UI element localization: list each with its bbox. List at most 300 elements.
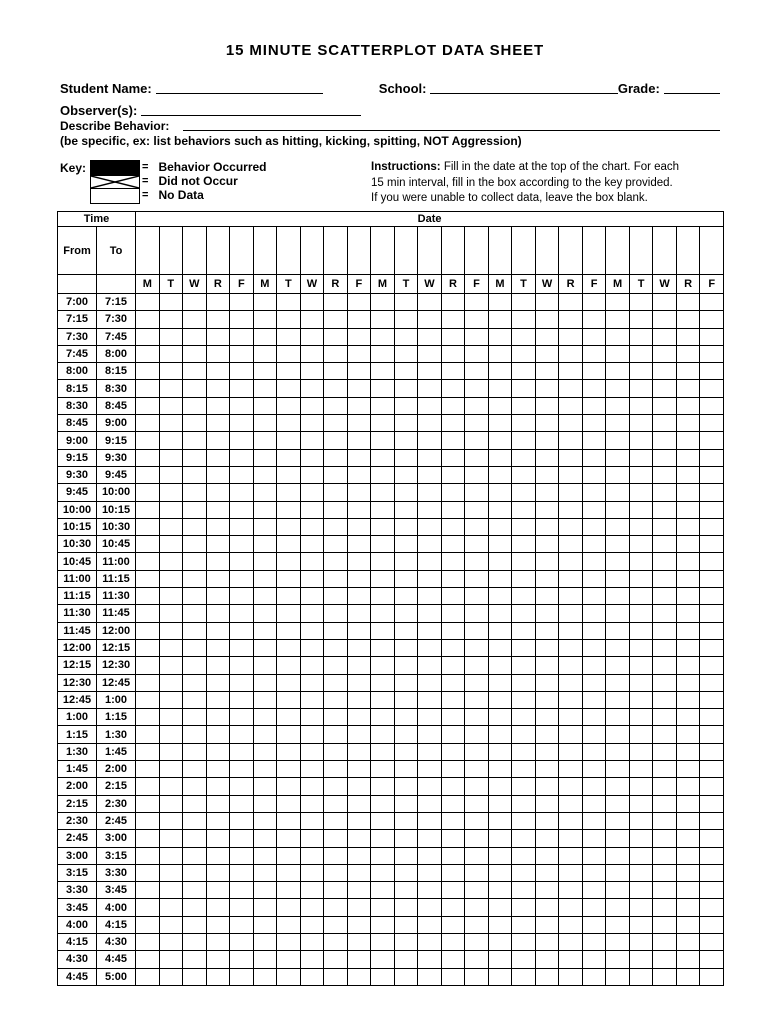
interval-cell[interactable] [676,449,700,466]
interval-cell[interactable] [676,345,700,362]
interval-cell[interactable] [230,916,254,933]
interval-cell[interactable] [465,536,489,553]
interval-cell[interactable] [488,933,512,950]
interval-cell[interactable] [488,501,512,518]
interval-cell[interactable] [136,432,160,449]
interval-cell[interactable] [324,345,348,362]
interval-cell[interactable] [371,380,395,397]
interval-cell[interactable] [300,363,324,380]
interval-cell[interactable] [700,311,724,328]
interval-cell[interactable] [394,847,418,864]
interval-cell[interactable] [465,466,489,483]
interval-cell[interactable] [253,709,277,726]
interval-cell[interactable] [183,657,207,674]
interval-cell[interactable] [488,518,512,535]
interval-cell[interactable] [653,743,677,760]
interval-cell[interactable] [159,345,183,362]
interval-cell[interactable] [418,415,442,432]
interval-cell[interactable] [324,864,348,881]
interval-cell[interactable] [371,553,395,570]
interval-cell[interactable] [653,709,677,726]
interval-cell[interactable] [465,397,489,414]
interval-cell[interactable] [371,622,395,639]
interval-cell[interactable] [418,847,442,864]
interval-cell[interactable] [253,622,277,639]
interval-cell[interactable] [535,536,559,553]
interval-cell[interactable] [136,778,160,795]
interval-cell[interactable] [700,864,724,881]
interval-cell[interactable] [394,484,418,501]
interval-cell[interactable] [535,639,559,656]
interval-cell[interactable] [582,536,606,553]
interval-cell[interactable] [136,951,160,968]
interval-cell[interactable] [394,778,418,795]
interval-cell[interactable] [559,397,583,414]
date-entry-cell[interactable] [606,227,630,275]
interval-cell[interactable] [371,501,395,518]
interval-cell[interactable] [700,830,724,847]
interval-cell[interactable] [653,968,677,985]
interval-cell[interactable] [300,761,324,778]
interval-cell[interactable] [488,570,512,587]
interval-cell[interactable] [512,449,536,466]
interval-cell[interactable] [582,449,606,466]
interval-cell[interactable] [371,415,395,432]
interval-cell[interactable] [371,588,395,605]
interval-cell[interactable] [183,449,207,466]
interval-cell[interactable] [512,484,536,501]
interval-cell[interactable] [629,328,653,345]
interval-cell[interactable] [606,951,630,968]
interval-cell[interactable] [512,536,536,553]
interval-cell[interactable] [676,812,700,829]
interval-cell[interactable] [676,657,700,674]
interval-cell[interactable] [418,363,442,380]
interval-cell[interactable] [488,778,512,795]
interval-cell[interactable] [253,812,277,829]
interval-cell[interactable] [136,916,160,933]
interval-cell[interactable] [700,449,724,466]
interval-cell[interactable] [535,432,559,449]
interval-cell[interactable] [230,432,254,449]
interval-cell[interactable] [629,588,653,605]
interval-cell[interactable] [324,882,348,899]
interval-cell[interactable] [371,795,395,812]
interval-cell[interactable] [183,588,207,605]
interval-cell[interactable] [488,432,512,449]
interval-cell[interactable] [676,553,700,570]
interval-cell[interactable] [488,691,512,708]
interval-cell[interactable] [559,328,583,345]
interval-cell[interactable] [418,345,442,362]
interval-cell[interactable] [700,847,724,864]
interval-cell[interactable] [159,864,183,881]
interval-cell[interactable] [559,415,583,432]
interval-cell[interactable] [324,812,348,829]
interval-cell[interactable] [559,674,583,691]
interval-cell[interactable] [394,311,418,328]
interval-cell[interactable] [582,588,606,605]
interval-cell[interactable] [606,968,630,985]
interval-cell[interactable] [136,415,160,432]
interval-cell[interactable] [535,311,559,328]
interval-cell[interactable] [136,294,160,311]
interval-cell[interactable] [277,812,301,829]
interval-cell[interactable] [230,311,254,328]
interval-cell[interactable] [347,484,371,501]
interval-cell[interactable] [465,363,489,380]
interval-cell[interactable] [159,657,183,674]
interval-cell[interactable] [371,570,395,587]
interval-cell[interactable] [136,795,160,812]
interval-cell[interactable] [465,916,489,933]
interval-cell[interactable] [606,812,630,829]
interval-cell[interactable] [183,795,207,812]
interval-cell[interactable] [159,328,183,345]
interval-cell[interactable] [253,933,277,950]
interval-cell[interactable] [465,933,489,950]
interval-cell[interactable] [253,778,277,795]
interval-cell[interactable] [253,553,277,570]
interval-cell[interactable] [136,657,160,674]
interval-cell[interactable] [676,518,700,535]
interval-cell[interactable] [253,501,277,518]
interval-cell[interactable] [653,588,677,605]
interval-cell[interactable] [300,380,324,397]
interval-cell[interactable] [606,397,630,414]
interval-cell[interactable] [441,397,465,414]
interval-cell[interactable] [159,691,183,708]
interval-cell[interactable] [277,588,301,605]
interval-cell[interactable] [418,657,442,674]
interval-cell[interactable] [418,432,442,449]
interval-cell[interactable] [159,449,183,466]
interval-cell[interactable] [394,899,418,916]
interval-cell[interactable] [700,657,724,674]
interval-cell[interactable] [653,726,677,743]
interval-cell[interactable] [441,968,465,985]
interval-cell[interactable] [159,761,183,778]
interval-cell[interactable] [488,743,512,760]
interval-cell[interactable] [512,916,536,933]
interval-cell[interactable] [559,847,583,864]
interval-cell[interactable] [324,363,348,380]
interval-cell[interactable] [206,588,230,605]
interval-cell[interactable] [277,484,301,501]
interval-cell[interactable] [559,795,583,812]
interval-cell[interactable] [347,605,371,622]
interval-cell[interactable] [535,657,559,674]
interval-cell[interactable] [488,882,512,899]
interval-cell[interactable] [324,432,348,449]
interval-cell[interactable] [277,968,301,985]
interval-cell[interactable] [230,951,254,968]
interval-cell[interactable] [582,830,606,847]
interval-cell[interactable] [441,622,465,639]
interval-cell[interactable] [676,363,700,380]
interval-cell[interactable] [441,691,465,708]
interval-cell[interactable] [418,709,442,726]
interval-cell[interactable] [512,864,536,881]
interval-cell[interactable] [559,743,583,760]
interval-cell[interactable] [136,466,160,483]
interval-cell[interactable] [535,795,559,812]
interval-cell[interactable] [582,380,606,397]
interval-cell[interactable] [230,864,254,881]
interval-cell[interactable] [394,553,418,570]
interval-cell[interactable] [629,674,653,691]
interval-cell[interactable] [206,622,230,639]
interval-cell[interactable] [159,882,183,899]
interval-cell[interactable] [371,968,395,985]
interval-cell[interactable] [606,882,630,899]
interval-cell[interactable] [159,311,183,328]
interval-cell[interactable] [206,294,230,311]
interval-cell[interactable] [559,778,583,795]
interval-cell[interactable] [582,484,606,501]
interval-cell[interactable] [371,449,395,466]
interval-cell[interactable] [347,397,371,414]
interval-cell[interactable] [183,328,207,345]
interval-cell[interactable] [676,933,700,950]
interval-cell[interactable] [230,726,254,743]
interval-cell[interactable] [465,622,489,639]
interval-cell[interactable] [441,588,465,605]
interval-cell[interactable] [324,657,348,674]
interval-cell[interactable] [230,933,254,950]
interval-cell[interactable] [206,449,230,466]
interval-cell[interactable] [347,899,371,916]
interval-cell[interactable] [488,380,512,397]
interval-cell[interactable] [371,899,395,916]
interval-cell[interactable] [465,951,489,968]
interval-cell[interactable] [136,882,160,899]
interval-cell[interactable] [206,518,230,535]
interval-cell[interactable] [183,691,207,708]
interval-cell[interactable] [230,882,254,899]
interval-cell[interactable] [582,605,606,622]
interval-cell[interactable] [253,294,277,311]
interval-cell[interactable] [277,536,301,553]
interval-cell[interactable] [629,311,653,328]
interval-cell[interactable] [324,691,348,708]
interval-cell[interactable] [512,847,536,864]
interval-cell[interactable] [371,778,395,795]
interval-cell[interactable] [441,536,465,553]
interval-cell[interactable] [277,882,301,899]
interval-cell[interactable] [418,743,442,760]
interval-cell[interactable] [629,795,653,812]
interval-cell[interactable] [206,830,230,847]
interval-cell[interactable] [183,933,207,950]
interval-cell[interactable] [394,415,418,432]
interval-cell[interactable] [347,518,371,535]
interval-cell[interactable] [441,570,465,587]
interval-cell[interactable] [347,501,371,518]
interval-cell[interactable] [230,501,254,518]
interval-cell[interactable] [159,830,183,847]
interval-cell[interactable] [606,916,630,933]
interval-cell[interactable] [347,968,371,985]
interval-cell[interactable] [206,380,230,397]
interval-cell[interactable] [253,830,277,847]
interval-cell[interactable] [159,812,183,829]
interval-cell[interactable] [676,432,700,449]
interval-cell[interactable] [300,795,324,812]
interval-cell[interactable] [206,605,230,622]
interval-cell[interactable] [582,397,606,414]
interval-cell[interactable] [371,345,395,362]
interval-cell[interactable] [418,294,442,311]
interval-cell[interactable] [582,518,606,535]
interval-cell[interactable] [159,415,183,432]
interval-cell[interactable] [371,605,395,622]
grade-input[interactable] [664,80,720,94]
interval-cell[interactable] [629,397,653,414]
interval-cell[interactable] [230,518,254,535]
interval-cell[interactable] [676,311,700,328]
interval-cell[interactable] [676,864,700,881]
interval-cell[interactable] [371,951,395,968]
interval-cell[interactable] [488,345,512,362]
interval-cell[interactable] [653,778,677,795]
interval-cell[interactable] [206,864,230,881]
interval-cell[interactable] [700,691,724,708]
interval-cell[interactable] [230,536,254,553]
interval-cell[interactable] [230,622,254,639]
date-entry-cell[interactable] [441,227,465,275]
interval-cell[interactable] [488,466,512,483]
interval-cell[interactable] [488,968,512,985]
interval-cell[interactable] [676,674,700,691]
interval-cell[interactable] [347,588,371,605]
interval-cell[interactable] [488,951,512,968]
interval-cell[interactable] [347,778,371,795]
interval-cell[interactable] [559,968,583,985]
interval-cell[interactable] [441,432,465,449]
interval-cell[interactable] [136,588,160,605]
interval-cell[interactable] [418,588,442,605]
interval-cell[interactable] [653,380,677,397]
interval-cell[interactable] [512,830,536,847]
interval-cell[interactable] [512,657,536,674]
interval-cell[interactable] [253,570,277,587]
interval-cell[interactable] [347,449,371,466]
interval-cell[interactable] [277,864,301,881]
interval-cell[interactable] [183,743,207,760]
interval-cell[interactable] [465,709,489,726]
interval-cell[interactable] [253,691,277,708]
interval-cell[interactable] [441,778,465,795]
interval-cell[interactable] [347,882,371,899]
interval-cell[interactable] [277,570,301,587]
interval-cell[interactable] [629,830,653,847]
interval-cell[interactable] [277,657,301,674]
interval-cell[interactable] [700,899,724,916]
interval-cell[interactable] [606,639,630,656]
interval-cell[interactable] [230,605,254,622]
interval-cell[interactable] [676,968,700,985]
interval-cell[interactable] [676,588,700,605]
interval-cell[interactable] [441,743,465,760]
interval-cell[interactable] [512,363,536,380]
interval-cell[interactable] [230,466,254,483]
interval-cell[interactable] [300,345,324,362]
date-entry-cell[interactable] [629,227,653,275]
interval-cell[interactable] [183,899,207,916]
interval-cell[interactable] [206,795,230,812]
interval-cell[interactable] [347,812,371,829]
interval-cell[interactable] [159,397,183,414]
interval-cell[interactable] [559,484,583,501]
interval-cell[interactable] [394,761,418,778]
interval-cell[interactable] [676,328,700,345]
interval-cell[interactable] [629,657,653,674]
interval-cell[interactable] [629,812,653,829]
interval-cell[interactable] [559,691,583,708]
interval-cell[interactable] [300,691,324,708]
interval-cell[interactable] [206,570,230,587]
interval-cell[interactable] [183,812,207,829]
interval-cell[interactable] [159,380,183,397]
interval-cell[interactable] [465,518,489,535]
interval-cell[interactable] [324,570,348,587]
interval-cell[interactable] [488,449,512,466]
interval-cell[interactable] [676,501,700,518]
interval-cell[interactable] [418,622,442,639]
interval-cell[interactable] [465,484,489,501]
interval-cell[interactable] [700,622,724,639]
interval-cell[interactable] [183,466,207,483]
interval-cell[interactable] [512,778,536,795]
interval-cell[interactable] [277,674,301,691]
interval-cell[interactable] [324,328,348,345]
interval-cell[interactable] [465,415,489,432]
interval-cell[interactable] [441,484,465,501]
interval-cell[interactable] [606,466,630,483]
interval-cell[interactable] [347,363,371,380]
interval-cell[interactable] [606,778,630,795]
interval-cell[interactable] [700,605,724,622]
interval-cell[interactable] [653,484,677,501]
interval-cell[interactable] [465,328,489,345]
interval-cell[interactable] [465,899,489,916]
interval-cell[interactable] [676,951,700,968]
interval-cell[interactable] [324,899,348,916]
interval-cell[interactable] [465,605,489,622]
describe-behavior-input[interactable] [183,118,720,131]
date-entry-cell[interactable] [253,227,277,275]
interval-cell[interactable] [465,674,489,691]
interval-cell[interactable] [582,882,606,899]
interval-cell[interactable] [324,380,348,397]
interval-cell[interactable] [653,518,677,535]
interval-cell[interactable] [535,518,559,535]
interval-cell[interactable] [183,432,207,449]
interval-cell[interactable] [159,916,183,933]
interval-cell[interactable] [512,380,536,397]
interval-cell[interactable] [676,882,700,899]
interval-cell[interactable] [535,501,559,518]
interval-cell[interactable] [253,449,277,466]
interval-cell[interactable] [418,691,442,708]
interval-cell[interactable] [347,691,371,708]
interval-cell[interactable] [606,294,630,311]
interval-cell[interactable] [700,363,724,380]
interval-cell[interactable] [300,294,324,311]
interval-cell[interactable] [206,933,230,950]
interval-cell[interactable] [230,570,254,587]
